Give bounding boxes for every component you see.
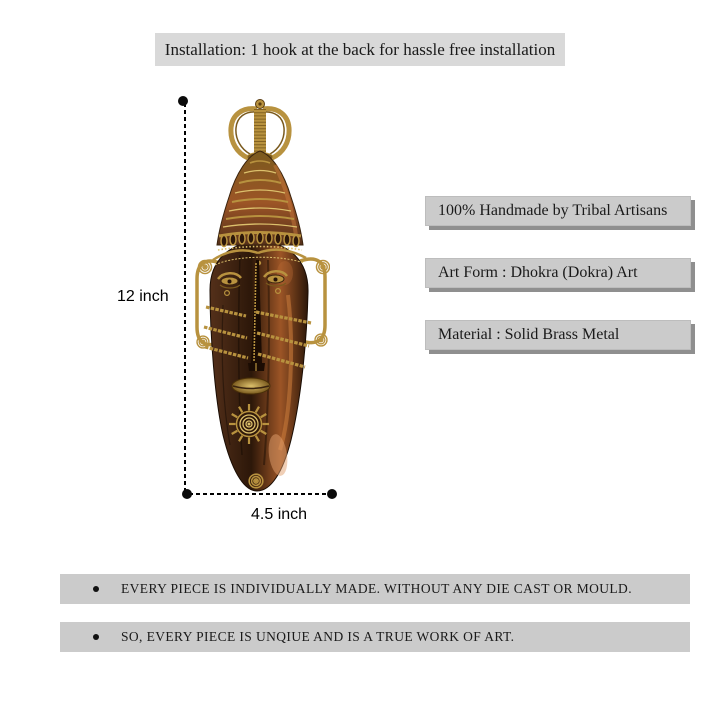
mask-left-ear-top-spiral bbox=[199, 261, 212, 274]
height-dimension-label: 12 inch bbox=[117, 288, 169, 305]
info-box-handmade-label: 100% Handmade by Tribal Artisans bbox=[438, 202, 668, 219]
bullet-bar-individually-made bbox=[60, 574, 690, 604]
installation-banner bbox=[155, 33, 565, 66]
bullet-dot-icon bbox=[93, 634, 99, 640]
info-box-handmade bbox=[425, 196, 691, 226]
mask-lips bbox=[232, 378, 270, 394]
info-box-material-label: Material : Solid Brass Metal bbox=[438, 326, 620, 343]
height-dimension-line bbox=[184, 103, 186, 494]
info-box-artform-label: Art Form : Dhokra (Dokra) Art bbox=[438, 264, 638, 281]
width-dimension-label: 4.5 inch bbox=[251, 506, 308, 523]
info-box-artform bbox=[425, 258, 691, 288]
mask-chin-spiral bbox=[249, 474, 263, 488]
mask-right-ear-top-spiral bbox=[317, 261, 330, 274]
bullet-bar-unique-art bbox=[60, 622, 690, 652]
product-image-dhokra-mask bbox=[190, 95, 330, 495]
bullet-dot-icon bbox=[93, 586, 99, 592]
mask-left-ear-bottom-spiral bbox=[197, 336, 209, 348]
mask-right-ear-bottom-spiral bbox=[315, 334, 327, 346]
dimension-endpoint-dot bbox=[178, 96, 188, 106]
installation-banner-text: Installation: 1 hook at the back for hassle free installation bbox=[164, 39, 556, 59]
mask-headdress bbox=[217, 151, 303, 250]
bullet-text: SO, EVERY PIECE IS UNQIUE AND IS A TRUE WORK OF ART. bbox=[121, 629, 515, 644]
bullet-text: EVERY PIECE IS INDIVIDUALLY MADE. WITHOUT ANY DIE CAST OR MOULD. bbox=[121, 581, 632, 596]
info-box-material bbox=[425, 320, 691, 350]
